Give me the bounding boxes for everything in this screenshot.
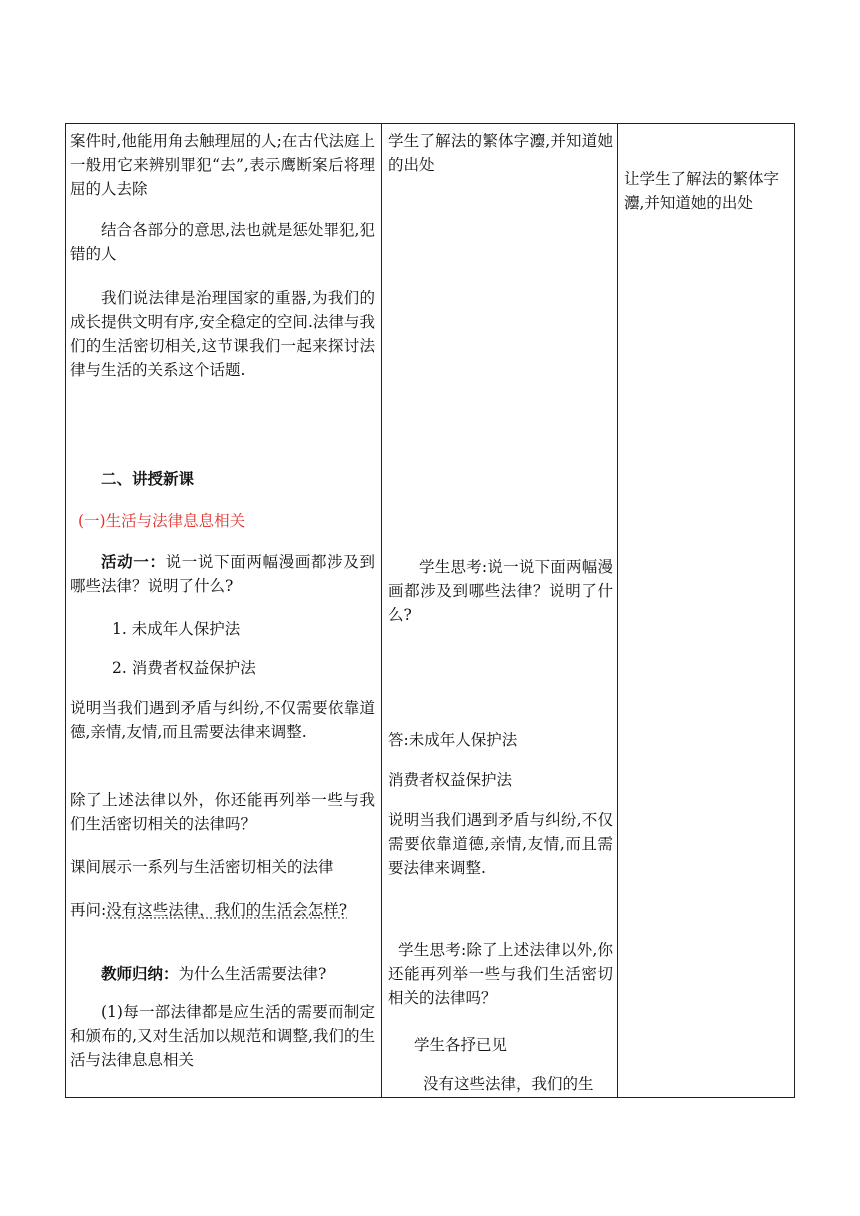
paragraph: 说明当我们遇到矛盾与纠纷,不仅需要依靠道德,亲情,友情,而且需要法律来调整. — [70, 699, 375, 741]
paragraph: 结合各部分的意思,法也就是惩处罪犯,犯错的人 — [70, 221, 375, 263]
lesson-table — [65, 123, 795, 1098]
paragraph: 我们说法律是治理国家的重器,为我们的成长提供文明有序,安全稳定的空间.法律与我们的生活密切相关,这节课我们一起来探讨法律与生活的关系这个话题. — [70, 289, 375, 379]
paragraph: 案件时,他能用角去触理屈的人;在古代法庭上一般用它来辨别罪犯“去”,表示鹰断案后将理屈的人去除 — [70, 132, 375, 198]
column-divider — [617, 124, 618, 1097]
paragraph: 除了上述法律以外，你还能再列举一些与我们生活密切相关的法律吗？ — [70, 791, 375, 833]
column-divider — [381, 124, 382, 1097]
paragraph: 学生思考:除了上述法律以外,你还能再列举一些与我们生活密切相关的法律吗？ — [388, 941, 613, 1007]
question-prefix: 再问: — [70, 901, 107, 919]
summary-label: 教师归纳： — [101, 964, 179, 983]
paragraph — [70, 898, 375, 922]
paragraph: 学生各抒已见 — [414, 1036, 508, 1054]
paragraph: 说明当我们遇到矛盾与纠纷,不仅需要依靠道德,亲情,友情,而且需要法律来调整. — [388, 811, 613, 877]
paragraph: 学生思考:说一说下面两幅漫画都涉及到哪些法律？说明了什么? — [388, 558, 613, 624]
question-text: 没有这些法律，我们的生活会怎样? — [106, 901, 348, 919]
list-item: 2. 消费者权益保护法 — [112, 659, 256, 677]
paragraph: 学生了解法的繁体字灋,并知道她的出处 — [388, 132, 613, 174]
paragraph: (1)每一部法律都是应生活的需要而制定和颁布的,又对生活加以规范和调整,我们的生活与法律息息相关 — [70, 1003, 375, 1069]
paragraph: 答:未成年人保护法 — [388, 731, 518, 749]
subsection-title: (一)生活与法律息息相关 — [78, 512, 246, 530]
paragraph: 消费者权益保护法 — [388, 771, 513, 789]
activity-paragraph — [70, 550, 375, 598]
list-item: 1. 未成年人保护法 — [112, 620, 241, 638]
paragraph: 没有这些法律，我们的生 — [423, 1075, 594, 1093]
summary-text: 为什么生活需要法律? — [178, 965, 327, 983]
section-title: 二、讲授新课 — [101, 469, 195, 488]
activity-label: 活动一： — [101, 552, 166, 571]
paragraph: 让学生了解法的繁体字灋,并知道她的出处 — [624, 170, 780, 212]
activity-text: 说一说下面两幅漫画都涉及到哪些法律？说明了什么? — [70, 553, 375, 595]
paragraph: 课间展示一系列与生活密切相关的法律 — [70, 858, 334, 876]
summary-paragraph — [70, 962, 375, 986]
